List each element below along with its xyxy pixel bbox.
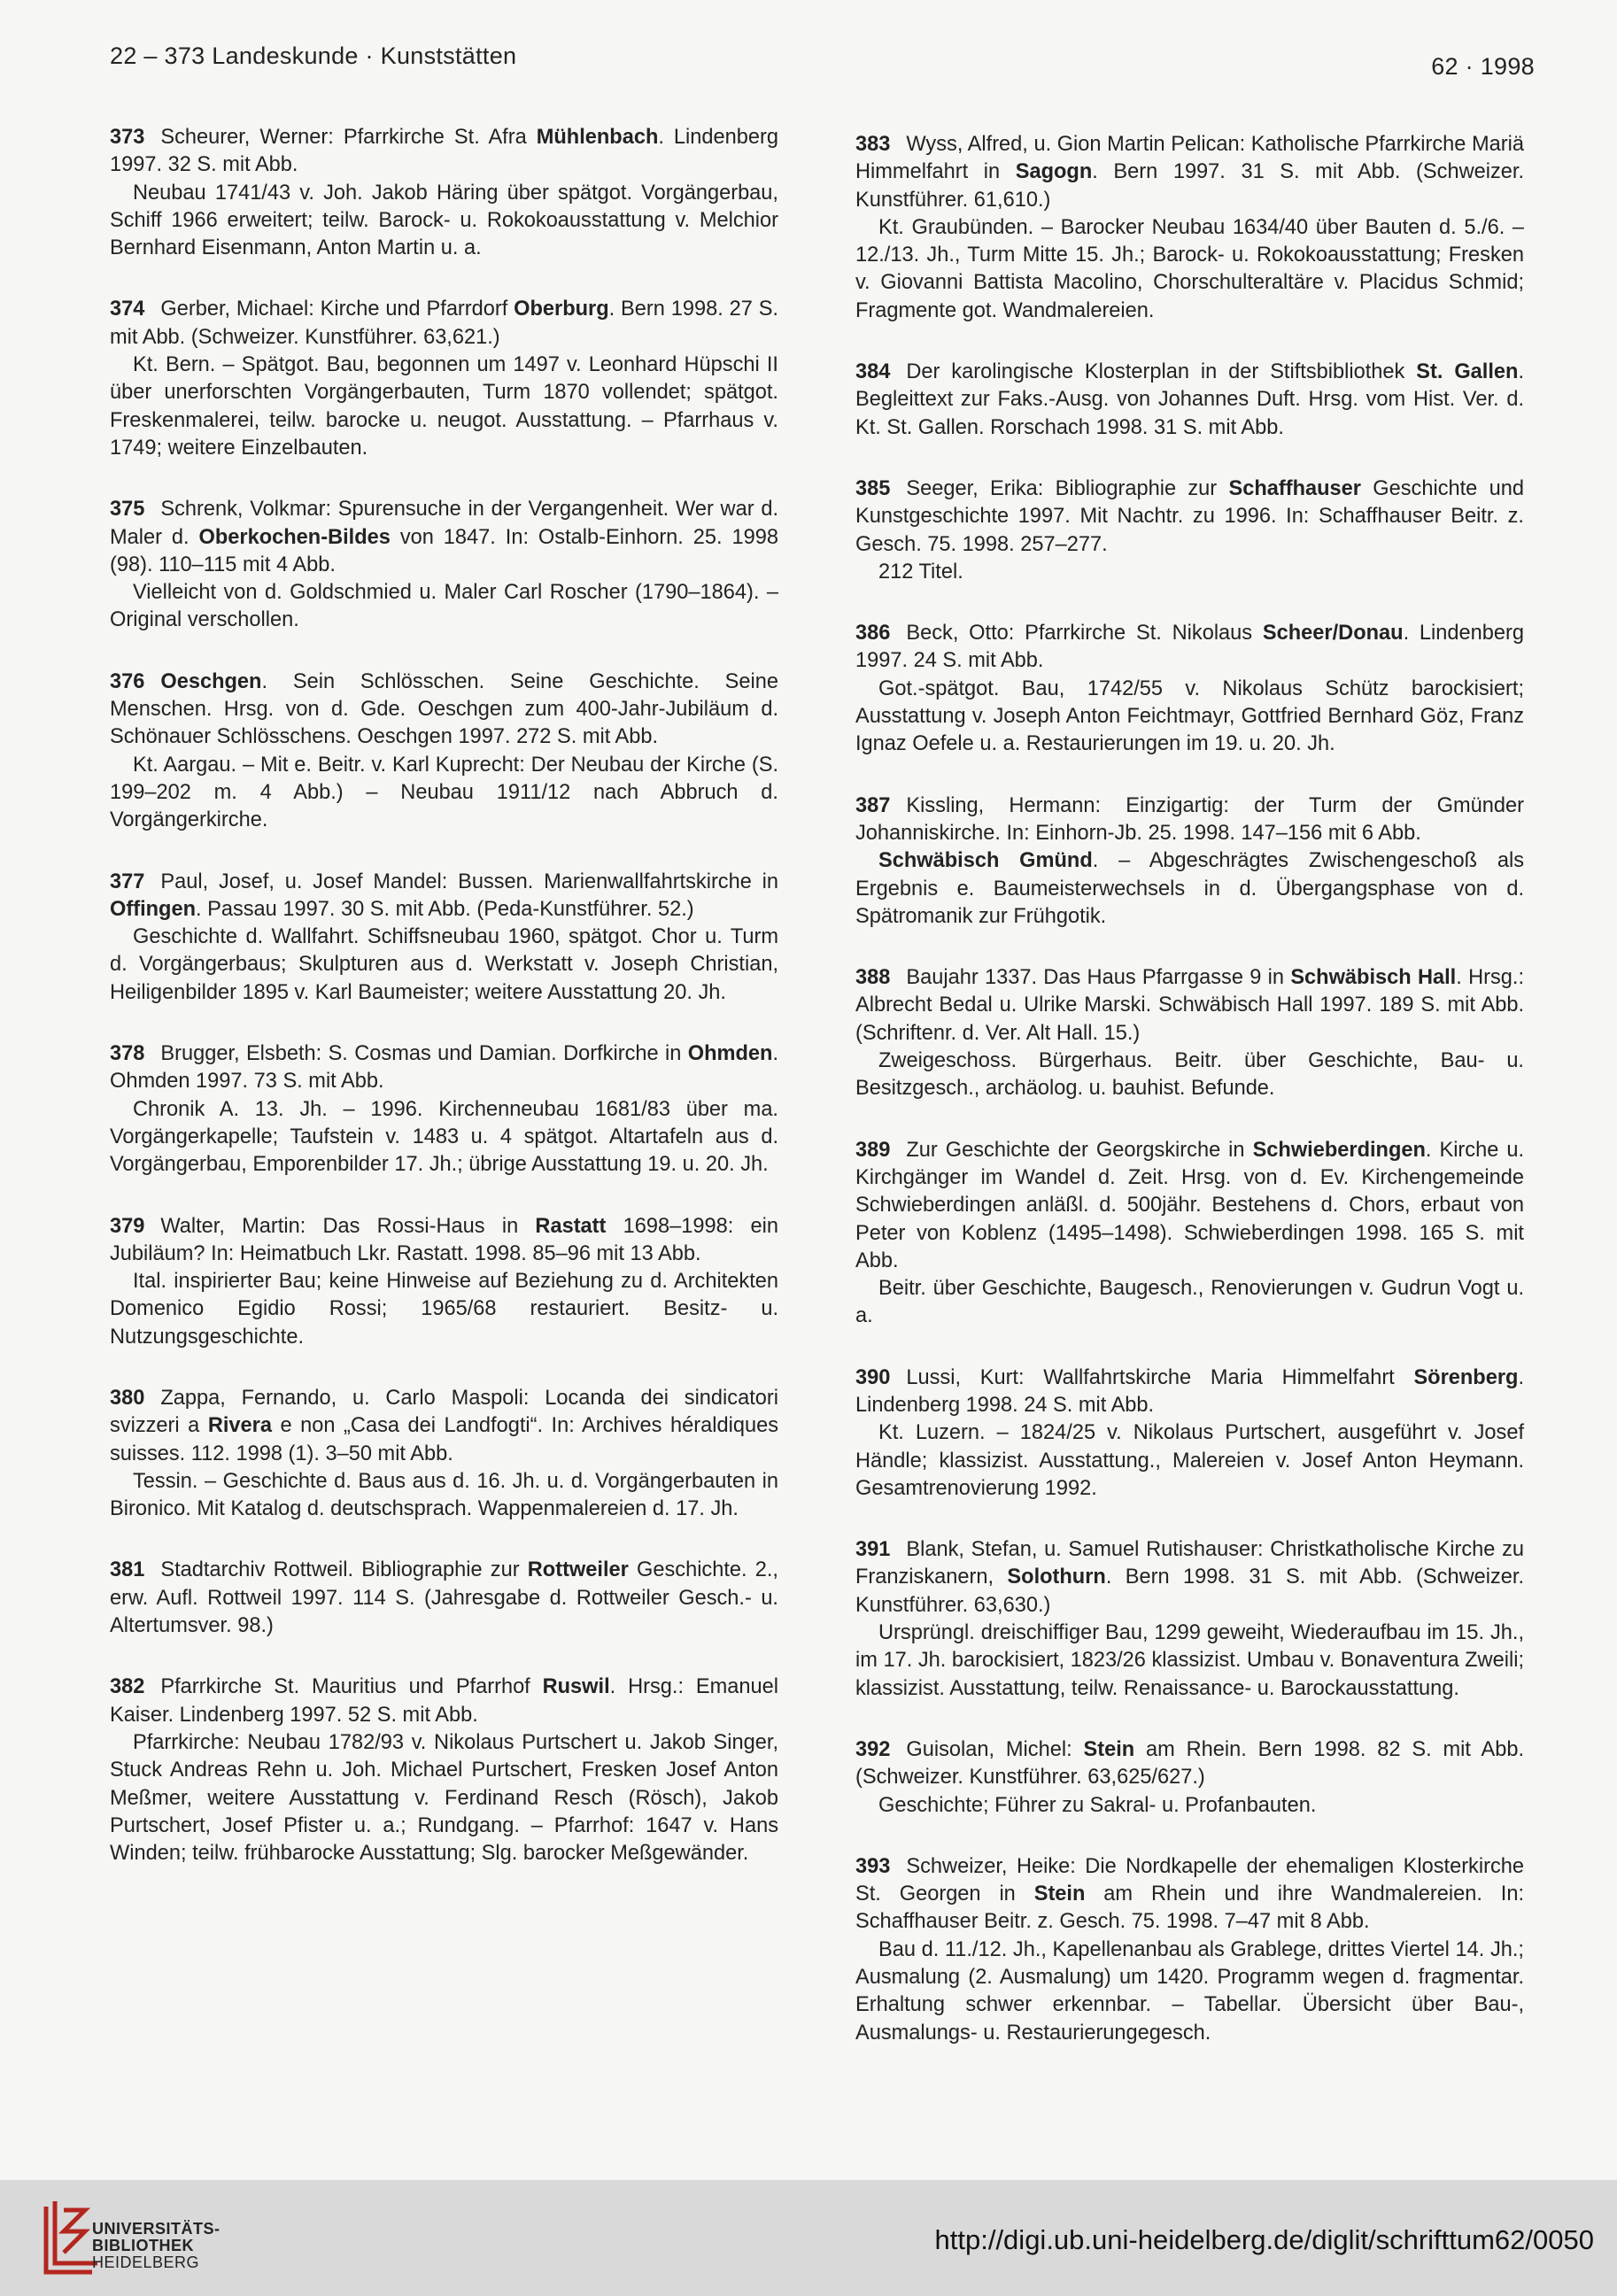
entry-number: 390: [855, 1365, 891, 1389]
citation-text: 1698–1998: ein Jubiläum? In: Heimatbuch Lkr. Rastatt. 1998. 85–96 mit 13 Abb.: [110, 1214, 778, 1265]
citation-text: . Lindenberg 1997. 24 S. mit Abb.: [855, 622, 1524, 673]
entry-number: 389: [855, 1138, 891, 1162]
bibliography-entry: [110, 124, 778, 262]
bibliography-entry: [110, 1385, 778, 1523]
annotation-text: Neubau 1741/43 v. Joh. Jakob Häring über spätgot. Vorgängerbau, Schiff 1966 erweitert; teilw. Barock- u. Rokokoausstattung v. Melchior Bernhard Eisenmann, Anton Martin u. a.: [110, 181, 778, 260]
annotation-text: Vielleicht von d. Goldschmied u. Maler Carl Roscher (1790–1864). – Original verschollen.: [110, 581, 778, 632]
annotation-text: Geschichte; Führer zu Sakral- u. Profanbauten.: [878, 1793, 1317, 1817]
bibliography-entry: [855, 620, 1524, 758]
citation-text: Lussi, Kurt: Wallfahrtskirche Maria Himmelfahrt: [906, 1365, 1414, 1389]
entry-annotation: [110, 180, 778, 263]
entry-number: 382: [110, 1675, 145, 1699]
entry-annotation: [855, 1419, 1524, 1503]
citation-text: Blank, Stefan, u. Samuel Rutishauser: Christkatholische Kirche zu Franziskanern,: [855, 1538, 1524, 1589]
entry-annotation: [110, 1268, 778, 1351]
bibliography-entry: [855, 1536, 1524, 1703]
entry-annotation: [110, 1468, 778, 1524]
citation-text: Geschichte und Kunstgeschichte 1997. Mit Nachtr. zu 1996. In: Schaffhauser Beitr. z. Gesch. 75. 1998. 257–277.: [855, 476, 1524, 556]
citation-text: Paul, Josef, u. Josef Mandel: Bussen. Marienwallfahrtskirche in: [160, 870, 778, 893]
citation-text: Zappa, Fernando, u. Carlo Maspoli: Locanda dei sindicatori svizzeri a: [110, 1386, 778, 1438]
citation-text: . Lindenberg 1997. 32 S. mit Abb.: [110, 126, 779, 177]
entry-annotation: [855, 1620, 1524, 1703]
citation-text: Pfarrkirche St. Mauritius und Pfarrhof: [160, 1675, 543, 1699]
entry-number: 376: [110, 669, 145, 693]
entry-number: 384: [855, 360, 891, 384]
annotation-text: Geschichte d. Wallfahrt. Schiffsneubau 1960, spätgot. Chor u. Turm d. Vorgängerbaus; Skulpturen aus d. Werkstatt v. Joseph Christian, Heiligenbilder 1895 v. Karl Baumeister; weitere Ausstattung 20. Jh.: [110, 925, 778, 1004]
annotation-text: Kt. Graubünden. – Barocker Neubau 1634/40 über Bauten d. 5./6. – 12./13. Jh., Turm Mitte 15. Jh.; Barock- u. Rokokoausstattung; Fresken v. Giovanni Battista Macolino, Chorschulteraltäre v. Placidus Schmid; Fragmente got. Wandmalereien.: [855, 215, 1524, 322]
library-name-line-2: BIBLIOTHEK: [92, 2237, 194, 2254]
citation-text: . Bern 1997. 31 S. mit Abb. (Schweizer. Kunstführer. 61,610.): [855, 160, 1524, 212]
source-url-link[interactable]: http://digi.ub.uni-heidelberg.de/diglit/schrifttum62/0050: [934, 2224, 1594, 2255]
entry-citation: [855, 475, 1524, 559]
citation-text: Gerber, Michael: Kirche und Pfarrdorf: [160, 298, 514, 321]
bibliography-entry: [110, 1213, 778, 1351]
annotation-text: Kt. Aargau. – Mit e. Beitr. v. Karl Kuprecht: Der Neubau der Kirche (S. 199–202 m. 4 Abb.) – Neubau 1911/12 nach Abbruch d. Vorgängerkirche.: [110, 753, 778, 832]
citation-text: . Bern 1998. 27 S. mit Abb. (Schweizer. Kunstführer. 63,621.): [110, 298, 778, 349]
place-name: Schwäbisch Gmünd: [878, 849, 1093, 873]
citation-text: . Kirche u. Kirchgänger im Wandel d. Zeit. Hrsg. von d. Ev. Kirchengemeinde Schwieberdingen anläßl. d. 500jähr. Bestehens d. Chors, erbaut von Peter von Koblenz (1495–1498). Schwieberdingen 1998. 165 S. mit Abb.: [855, 1138, 1525, 1272]
entry-annotation: [110, 1096, 778, 1179]
annotation-text: Kt. Luzern. – 1824/25 v. Nikolaus Purtschert, ausgeführt v. Josef Händle; klassizist. Ausstattung., Malereien v. Josef Anton Heymann. Gesamtrenovierung 1992.: [855, 1421, 1524, 1500]
entry-annotation: [855, 847, 1524, 931]
place-name: Sörenberg: [1413, 1365, 1519, 1389]
annotation-text: Ursprüngl. dreischiffiger Bau, 1299 geweiht, Wiederaufbau im 15. Jh., im 17. Jh. barockisiert, 1823/26 klassizist. Umbau v. Bonaventura Zweili; klassizist. Ausstattung, teilw. Renaissance- u. Barockausstattung.: [855, 1621, 1524, 1700]
annotation-text: Chronik A. 13. Jh. – 1996. Kirchenneubau 1681/83 über ma. Vorgängerkapelle; Taufstein v. 1483 u. 4 spätgot. Altartafeln aus d. Vorgängerbau, Emporenbilder 17. Jh.; übrige Ausstattung 19. u. 20. Jh.: [110, 1097, 778, 1177]
bibliography-entry: [855, 964, 1524, 1102]
bibliography-entry: [855, 475, 1524, 586]
place-name: St. Gallen: [1416, 360, 1519, 384]
place-name: Offingen: [110, 897, 196, 921]
entry-citation: [110, 669, 778, 752]
left-column: [110, 124, 778, 1901]
annotation-text: 212 Titel.: [878, 560, 963, 584]
entry-number: 380: [110, 1386, 145, 1410]
entry-citation: [855, 792, 1524, 848]
entry-number: 386: [855, 622, 891, 646]
citation-text: Baujahr 1337. Das Haus Pfarrgasse 9 in: [906, 966, 1291, 990]
entry-citation: [855, 359, 1524, 442]
entry-citation: [855, 131, 1524, 214]
library-name-line-3: HEIDELBERG: [92, 2253, 200, 2271]
page-number: 62 · 1998: [1431, 53, 1535, 80]
entry-number: 373: [110, 126, 145, 149]
library-name-line-1: UNIVERSITÄTS-: [92, 2220, 220, 2238]
citation-text: Stadtarchiv Rottweil. Bibliographie zur: [160, 1558, 528, 1582]
citation-text: Scheurer, Werner: Pfarrkirche St. Afra: [160, 126, 537, 149]
running-head: 22 – 373 Landeskunde · Kunststätten: [110, 43, 517, 69]
citation-text: Schweizer, Heike: Die Nordkapelle der ehemaligen Klosterkirche St. Georgen in: [855, 1854, 1524, 1906]
bibliography-entry: [110, 669, 778, 835]
bibliography-entry: [110, 1040, 778, 1179]
entry-annotation: [855, 1048, 1524, 1103]
entry-annotation: [110, 924, 778, 1007]
entry-annotation: [855, 559, 1524, 586]
annotation-text: Zweigeschoss. Bürgerhaus. Beitr. über Geschichte, Bau- u. Besitzgesch., archäolog. u. bauhist. Befunde.: [855, 1049, 1524, 1101]
place-name: Rastatt: [535, 1214, 607, 1238]
citation-text: Wyss, Alfred, u. Gion Martin Pelican: Katholische Pfarrkirche Mariä Himmelfahrt in: [855, 133, 1524, 184]
entry-citation: [110, 496, 778, 579]
entry-annotation: [110, 579, 778, 635]
annotation-text: Ital. inspirierter Bau; keine Hinweise auf Beziehung zu d. Architekten Domenico Egidio Rossi; 1965/68 restauriert. Besitz- u. Nutzungsgeschichte.: [110, 1270, 778, 1349]
entry-annotation: [110, 352, 778, 462]
entry-annotation: [855, 1937, 1524, 2047]
entry-citation: [855, 1736, 1524, 1792]
place-name: Schwäbisch Hall: [1290, 966, 1457, 990]
entry-citation: [855, 1364, 1524, 1420]
entry-citation: [110, 296, 778, 352]
place-name: Oberkochen-Bildes: [198, 525, 391, 549]
place-name: Stein: [1033, 1882, 1086, 1906]
place-name: Stein: [1083, 1737, 1135, 1761]
entry-number: 388: [855, 966, 891, 990]
citation-text: Beck, Otto: Pfarrkirche St. Nikolaus: [906, 622, 1263, 646]
entry-annotation: [855, 214, 1524, 325]
entry-citation: [855, 964, 1524, 1048]
entry-number: 378: [110, 1042, 145, 1066]
entry-citation: [110, 869, 778, 924]
place-name: Oberburg: [514, 298, 609, 321]
entry-number: 375: [110, 498, 145, 522]
citation-text: . Sein Schlösschen. Seine Geschichte. Seine Menschen. Hrsg. von d. Gde. Oeschgen zum 400-Jahr-Jubiläum d. Schönauer Schlösschens. Oeschgen 1997. 272 S. mit Abb.: [110, 669, 778, 749]
entry-citation: [855, 1137, 1524, 1275]
entry-number: 393: [855, 1854, 891, 1878]
entry-annotation: [855, 1792, 1524, 1820]
bibliography-entry: [110, 869, 778, 1007]
entry-number: 381: [110, 1558, 145, 1582]
right-column: [855, 131, 1524, 2081]
bibliography-entry: [855, 1736, 1524, 1820]
entry-number: 392: [855, 1737, 891, 1761]
citation-text: . Begleittext zur Faks.-Ausg. von Johannes Duft. Hrsg. vom Hist. Ver. d. Kt. St. Gallen. Rorschach 1998. 31 S. mit Abb.: [855, 360, 1524, 439]
place-name: Ohmden: [687, 1042, 773, 1066]
entry-number: 377: [110, 870, 145, 893]
annotation-text: Pfarrkirche: Neubau 1782/93 v. Nikolaus Purtschert u. Jakob Singer, Stuck Andreas Rehn u. Joh. Michael Purtschert, Fresken Josef Anton Meßmer, weitere Ausstattung v. Ferdinand Resch (Rösch), Jakob Purtschert, Josef Pfister u. a.; Rundgang. – Pfarrhof: 1647 v. Hans Winden; teilw. frühbarocke Ausstattung; Slg. barocker Meßgewänder.: [110, 1730, 778, 1866]
bibliography-entry: [855, 1853, 1524, 2047]
entry-citation: [110, 1674, 778, 1729]
entry-number: 387: [855, 793, 891, 817]
place-name: Mühlenbach: [536, 126, 659, 149]
citation-text: Kissling, Hermann: Einzigartig: der Turm der Gmünder Johanniskirche. In: Einhorn-Jb. 25. 1998. 147–156 mit 6 Abb.: [855, 793, 1524, 845]
citation-text: e non „Casa dei Landfogti“. In: Archives héraldiques suisses. 112. 1998 (1). 3–50 mit Abb.: [110, 1414, 778, 1465]
citation-text: . Hrsg.: Albrecht Bedal u. Ulrike Marski. Schwäbisch Hall 1997. 189 S. mit Abb. (Schriftenr. d. Ver. Alt Hall. 15.): [855, 966, 1524, 1045]
bibliography-entry: [110, 1557, 778, 1640]
citation-text: . Passau 1997. 30 S. mit Abb. (Peda-Kunstführer. 52.): [195, 897, 694, 921]
citation-text: Guisolan, Michel:: [906, 1737, 1084, 1761]
place-name: Schaffhauser: [1228, 476, 1361, 500]
citation-text: . Lindenberg 1998. 24 S. mit Abb.: [855, 1365, 1524, 1417]
citation-text: von 1847. In: Ostalb-Einhorn. 25. 1998 (98). 110–115 mit 4 Abb.: [110, 525, 778, 576]
citation-text: am Rhein. Bern 1998. 82 S. mit Abb. (Schweizer. Kunstführer. 63,625/627.): [855, 1737, 1524, 1790]
citation-text: Schrenk, Volkmar: Spurensuche in der Vergangenheit. Wer war d. Maler d.: [110, 498, 778, 549]
citation-text: . Ohmden 1997. 73 S. mit Abb.: [110, 1042, 778, 1094]
bibliography-entry: [110, 296, 778, 462]
entry-annotation: [855, 676, 1524, 759]
bibliography-entry: [855, 131, 1524, 325]
entry-annotation: [110, 1729, 778, 1867]
place-name: Solothurn: [1007, 1565, 1106, 1589]
footer-bar: [0, 2180, 1617, 2296]
place-name: Rivera: [207, 1414, 272, 1438]
entry-number: 385: [855, 476, 891, 500]
citation-text: Geschichte. 2., erw. Aufl. Rottweil 1997. 114 S. (Jahresgabe d. Rottweiler Gesch.- u. Altertumsver. 98.): [110, 1558, 778, 1638]
place-name: Rottweiler: [527, 1558, 629, 1582]
annotation-text: Beitr. über Geschichte, Baugesch., Renovierungen v. Gudrun Vogt u. a.: [855, 1277, 1524, 1328]
entry-citation: [110, 1213, 778, 1269]
entry-number: 391: [855, 1538, 891, 1562]
bibliography-entry: [855, 792, 1524, 931]
place-name: Ruswil: [542, 1675, 610, 1699]
bibliography-entry: [110, 496, 778, 634]
place-name: Schwieberdingen: [1252, 1138, 1426, 1162]
annotation-text: Kt. Bern. – Spätgot. Bau, begonnen um 1497 v. Leonhard Hüpschi II über unerforschten Vorgängerbauten, Turm 1870 vollendet; spätgot. Freskenmalerei, teilw. barocke u. neugot. Ausstattung. – Pfarrhaus v. 1749; weitere Einzelbauten.: [110, 353, 778, 460]
bibliography-entry: [855, 1364, 1524, 1503]
bibliography-entry: [855, 1137, 1524, 1331]
entry-citation: [110, 1040, 778, 1096]
place-name: Oeschgen: [160, 669, 262, 693]
citation-text: Walter, Martin: Das Rossi-Haus in: [160, 1214, 536, 1238]
annotation-text: . – Abgeschrägtes Zwischengeschoß als Ergebnis e. Baumeisterwechsels in d. Übergangsphase von d. Spätromanik zur Frühgotik.: [855, 849, 1524, 928]
citation-text: . Hrsg.: Emanuel Kaiser. Lindenberg 1997. 52 S. mit Abb.: [110, 1675, 778, 1727]
annotation-text: Got.-spätgot. Bau, 1742/55 v. Nikolaus Schütz barockisiert; Ausstattung v. Joseph Anton Feichtmayr, Gottfried Bernhard Göz, Franz Ignaz Oefele u. a. Restaurierungen im 19. u. 20. Jh.: [855, 676, 1524, 756]
place-name: Scheer/Donau: [1262, 622, 1404, 646]
citation-text: Brugger, Elsbeth: S. Cosmas und Damian. Dorfkirche in: [160, 1042, 688, 1066]
library-name: [92, 2221, 220, 2271]
entry-number: 374: [110, 298, 145, 321]
entry-annotation: [110, 752, 778, 835]
entry-number: 383: [855, 133, 891, 156]
annotation-text: Bau d. 11./12. Jh., Kapellenanbau als Grablege, drittes Viertel 14. Jh.; Ausmalung (2. Ausmalung) um 1420. Programm wegen d. fragmentar. Erhaltung schwer erkennbar. – Tabellar. Übersicht über Bau-, Ausmalungs- u. Restaurierungegesch.: [855, 1937, 1524, 2045]
entry-citation: [855, 620, 1524, 676]
bibliography-entry: [110, 1674, 778, 1867]
citation-text: am Rhein und ihre Wandmalereien. In: Schaffhauser Beitr. z. Gesch. 75. 1998. 7–47 mit 8 Abb.: [855, 1882, 1524, 1934]
citation-text: Zur Geschichte der Georgskirche in: [906, 1138, 1253, 1162]
entry-annotation: [855, 1275, 1524, 1331]
entry-citation: [855, 1536, 1524, 1620]
citation-text: Der karolingische Klosterplan in der Stiftsbibliothek: [906, 360, 1417, 384]
entry-citation: [110, 1385, 778, 1468]
entry-citation: [855, 1853, 1524, 1937]
entry-citation: [110, 124, 778, 180]
entry-number: 379: [110, 1214, 145, 1238]
citation-text: Seeger, Erika: Bibliographie zur: [906, 476, 1229, 500]
page-header: [0, 39, 1617, 83]
annotation-text: Tessin. – Geschichte d. Baus aus d. 16. Jh. u. d. Vorgängerbauten in Bironico. Mit Katalog d. deutschsprach. Wappenmalereien d. 17. Jh.: [110, 1469, 778, 1521]
citation-text: . Bern 1998. 31 S. mit Abb. (Schweizer. Kunstführer. 63,630.): [855, 1565, 1524, 1617]
entry-citation: [110, 1557, 778, 1640]
bibliography-entry: [855, 359, 1524, 442]
place-name: Sagogn: [1015, 160, 1093, 184]
